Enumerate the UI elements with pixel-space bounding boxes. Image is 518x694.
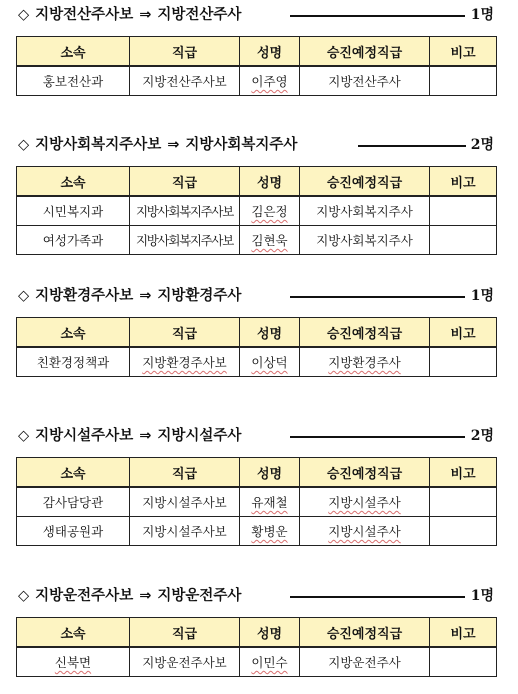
cell-note [430,347,497,377]
table-row [17,487,497,517]
table-row [17,66,497,96]
col-header-rank: 직급 [130,167,240,197]
roster-table [16,617,497,677]
table-row [17,196,497,226]
col-header-dept: 소속 [17,458,130,488]
name-text: 이상덕 [251,355,288,370]
col-header-note: 비고 [430,618,497,648]
from-rank: 지방운전주사보 [35,588,134,604]
name-text: 김현욱 [251,233,288,248]
col-header-note: 비고 [430,458,497,488]
cell-note [430,226,497,255]
section-heading [18,425,498,447]
cell-target: 지방전산주사 [300,66,430,96]
table-row [17,517,497,546]
col-header-dept: 소속 [17,167,130,197]
to-rank: 지방시설주사 [157,428,242,444]
cell-name [240,347,300,377]
roster-table [16,317,497,377]
cell-target: 지방사회복지주사 [300,226,430,255]
header-row [17,167,497,197]
target-text: 지방시설주사 [328,495,401,510]
cell-rank: 지방사회복지주사보 [130,226,240,255]
header-row [17,458,497,488]
name-text: 황병운 [251,524,288,539]
cell-dept: 감사담당관 [17,487,130,517]
headcount: 1명 [470,7,494,23]
col-header-target: 승진예정직급 [300,167,430,197]
from-rank: 지방전산주사보 [35,7,134,23]
cell-name [240,517,300,546]
col-header-name: 성명 [240,458,300,488]
headcount: 2명 [470,428,494,444]
cell-note [430,196,497,226]
cell-target: 지방운전주사 [300,647,430,677]
heading-rule [358,145,466,147]
from-rank: 지방환경주사보 [35,288,134,304]
cell-rank: 지방전산주사보 [130,66,240,96]
cell-name [240,66,300,96]
to-rank: 지방환경주사 [157,288,242,304]
section-heading [18,134,498,156]
to-rank: 지방운전주사 [157,588,242,604]
cell-dept [17,647,130,677]
name-text: 김은정 [251,204,288,219]
heading-rule [290,296,465,298]
target-text: 지방환경주사 [328,355,401,370]
cell-name [240,647,300,677]
headcount: 2명 [470,137,494,153]
col-header-target: 승진예정직급 [300,458,430,488]
col-header-name: 성명 [240,318,300,348]
roster-table [16,36,497,96]
heading-rule [290,596,465,598]
name-text: 유재철 [251,495,288,510]
target-text: 지방시설주사 [328,524,401,539]
cell-dept: 생태공원과 [17,517,130,546]
arrow-icon: ⇒ [139,7,152,23]
col-header-name: 성명 [240,37,300,67]
dept-text: 신북면 [54,655,92,670]
cell-target [300,517,430,546]
cell-name [240,487,300,517]
header-row [17,318,497,348]
col-header-dept: 소속 [17,37,130,67]
cell-rank [130,347,240,377]
col-header-target: 승진예정직급 [300,318,430,348]
cell-note [430,517,497,546]
heading-rule [290,436,465,438]
cell-dept: 시민복지과 [17,196,130,226]
arrow-icon: ⇒ [139,428,152,444]
cell-name [240,226,300,255]
col-header-dept: 소속 [17,618,130,648]
cell-rank: 지방시설주사보 [130,487,240,517]
col-header-rank: 직급 [130,318,240,348]
section-heading [18,585,498,607]
cell-target [300,347,430,377]
arrow-icon: ⇒ [167,137,180,153]
cell-rank: 지방시설주사보 [130,517,240,546]
col-header-name: 성명 [240,167,300,197]
col-header-note: 비고 [430,37,497,67]
col-header-name: 성명 [240,618,300,648]
from-rank: 지방시설주사보 [35,428,134,444]
roster-table [16,166,497,255]
col-header-target: 승진예정직급 [300,37,430,67]
cell-dept: 친환경정책과 [17,347,130,377]
section-heading [18,285,498,307]
arrow-icon: ⇒ [139,288,152,304]
table-row [17,226,497,255]
to-rank: 지방사회복지주사 [185,137,298,153]
header-row [17,618,497,648]
roster-table [16,457,497,546]
rank-text: 지방환경주사보 [142,355,227,370]
cell-note [430,487,497,517]
name-text: 이민수 [251,655,288,670]
table-row [17,347,497,377]
name-text: 이주영 [251,74,288,89]
section-heading [18,4,498,26]
table-row [17,647,497,677]
col-header-rank: 직급 [130,37,240,67]
cell-note [430,647,497,677]
headcount: 1명 [470,588,494,604]
diamond-bullet-icon: ◇ [18,588,30,604]
from-rank: 지방사회복지주사보 [35,137,162,153]
headcount: 1명 [470,288,494,304]
cell-dept: 여성가족과 [17,226,130,255]
col-header-note: 비고 [430,318,497,348]
cell-target: 지방사회복지주사 [300,196,430,226]
cell-rank: 지방운전주사보 [130,647,240,677]
cell-target [300,487,430,517]
cell-dept: 홍보전산과 [17,66,130,96]
diamond-bullet-icon: ◇ [18,7,30,23]
diamond-bullet-icon: ◇ [18,288,30,304]
diamond-bullet-icon: ◇ [18,428,30,444]
cell-rank: 지방사회복지주사보 [130,196,240,226]
col-header-dept: 소속 [17,318,130,348]
cell-name [240,196,300,226]
col-header-rank: 직급 [130,458,240,488]
arrow-icon: ⇒ [139,588,152,604]
to-rank: 지방전산주사 [157,7,242,23]
diamond-bullet-icon: ◇ [18,137,30,153]
cell-note [430,66,497,96]
heading-rule [290,15,465,17]
col-header-target: 승진예정직급 [300,618,430,648]
col-header-rank: 직급 [130,618,240,648]
header-row [17,37,497,67]
col-header-note: 비고 [430,167,497,197]
